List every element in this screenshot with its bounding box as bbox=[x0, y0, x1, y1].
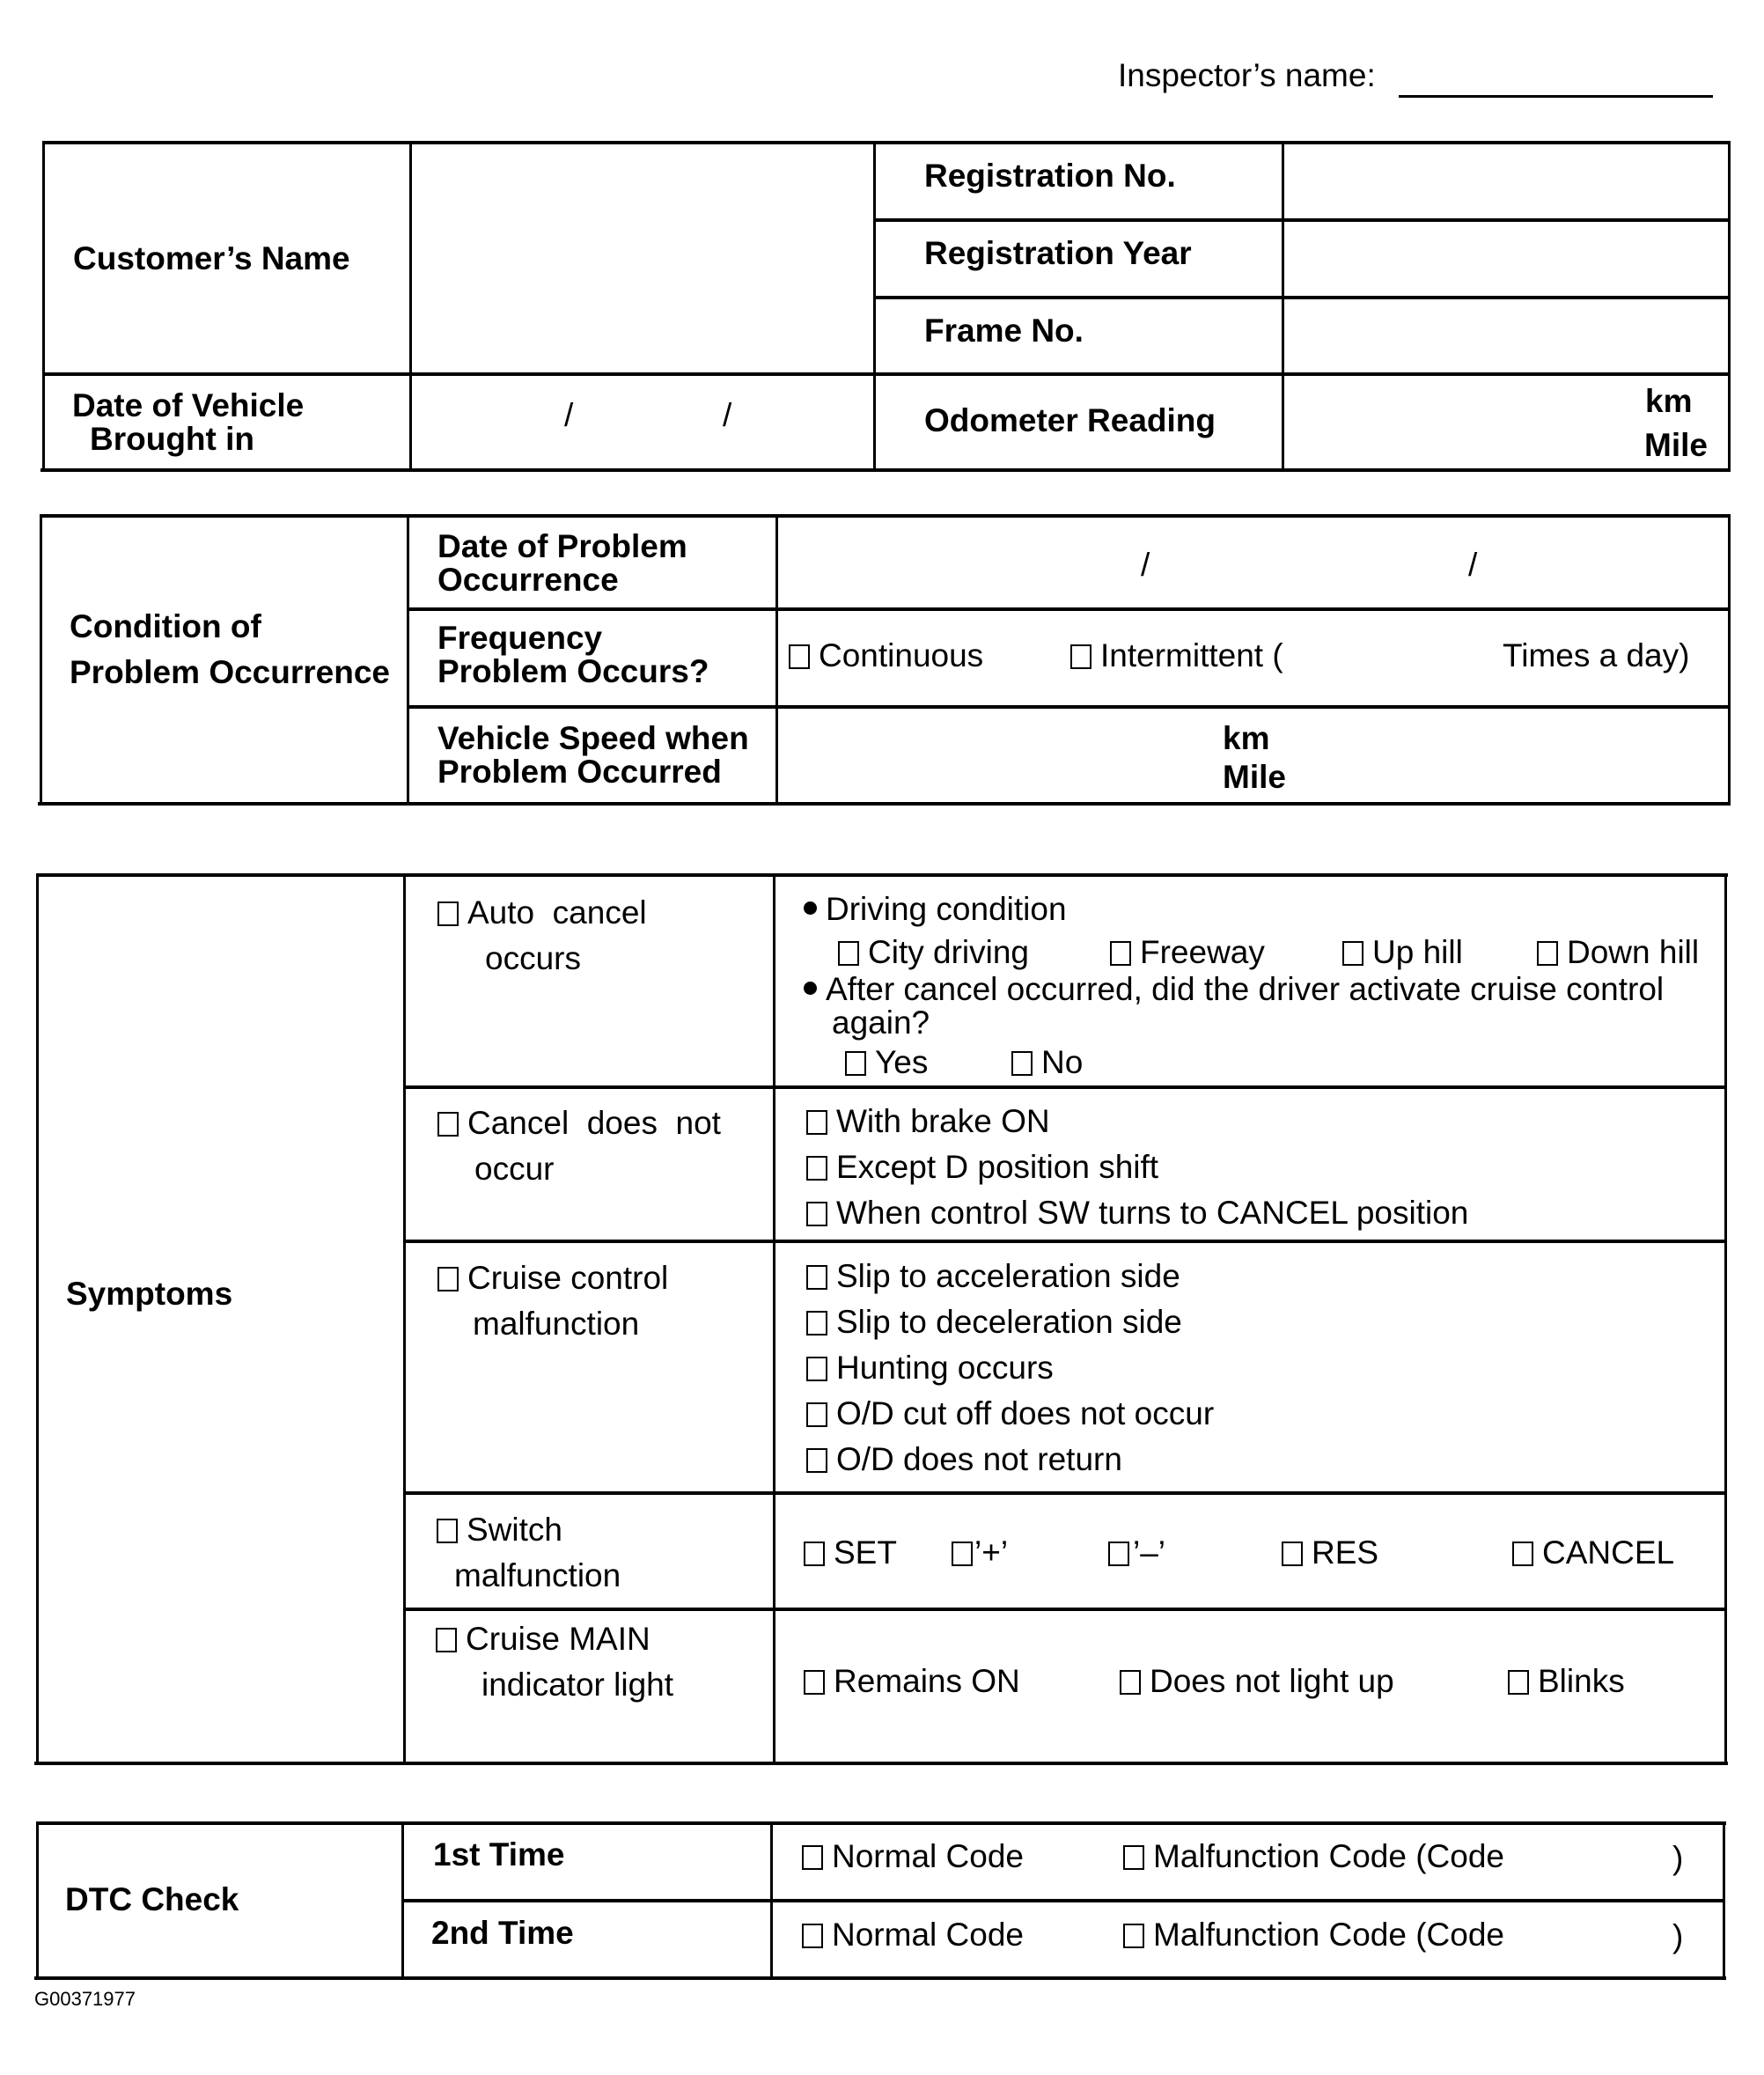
symptoms-section-label: Symptoms bbox=[66, 1276, 233, 1312]
checkbox-icon[interactable] bbox=[1108, 1542, 1129, 1566]
cancel-does-not-occur-option[interactable]: Cancel does not occur bbox=[437, 1100, 721, 1192]
checkbox-icon[interactable] bbox=[806, 1110, 827, 1135]
control-sw-cancel-option[interactable]: When control SW turns to CANCEL position bbox=[806, 1194, 1468, 1232]
res-option[interactable]: RES bbox=[1282, 1534, 1378, 1572]
checkbox-icon[interactable] bbox=[838, 941, 859, 966]
dtc-2nd-normal-code-option[interactable]: Normal Code bbox=[802, 1916, 1024, 1954]
no-option[interactable]: No bbox=[1011, 1043, 1083, 1082]
cruise-control-malfunction-option[interactable]: Cruise control malfunction bbox=[437, 1255, 668, 1347]
checkbox-icon[interactable] bbox=[437, 901, 459, 926]
vehicle-speed-field[interactable] bbox=[781, 710, 1724, 800]
dtc-2nd-time-label: 2nd Time bbox=[431, 1915, 574, 1951]
registration-year-label: Registration Year bbox=[924, 235, 1192, 271]
frequency-label: Frequency Problem Occurs? bbox=[437, 620, 709, 689]
slip-acceleration-option[interactable]: Slip to acceleration side bbox=[806, 1257, 1180, 1296]
date-of-problem-label: Date of Problem Occurrence bbox=[437, 528, 687, 598]
except-d-position-option[interactable]: Except D position shift bbox=[806, 1148, 1158, 1187]
set-option[interactable]: SET bbox=[804, 1534, 897, 1572]
date-of-problem-field[interactable] bbox=[781, 519, 1724, 606]
checkbox-icon[interactable] bbox=[802, 1924, 823, 1948]
checkbox-icon[interactable] bbox=[806, 1156, 827, 1181]
date-brought-in-label: Date of Vehicle Brought in bbox=[72, 387, 305, 457]
inspector-name-label: Inspector’s name: bbox=[1118, 57, 1376, 93]
checkbox-icon[interactable] bbox=[845, 1051, 866, 1076]
customer-name-label: Customer’s Name bbox=[73, 240, 350, 276]
bullet-icon bbox=[804, 982, 817, 995]
continuous-option[interactable]: Continuous bbox=[789, 636, 983, 675]
remains-on-option[interactable]: Remains ON bbox=[804, 1662, 1020, 1701]
odometer-reading-label: Odometer Reading bbox=[924, 402, 1216, 438]
checkbox-icon[interactable] bbox=[789, 644, 810, 669]
dtc-2nd-malfunction-code-option[interactable]: Malfunction Code (Code bbox=[1123, 1916, 1504, 1954]
registration-no-label: Registration No. bbox=[924, 158, 1176, 194]
checkbox-icon[interactable] bbox=[806, 1357, 827, 1381]
checkbox-icon[interactable] bbox=[1342, 941, 1363, 966]
hunting-occurs-option[interactable]: Hunting occurs bbox=[806, 1349, 1054, 1387]
dtc-1st-malfunction-code-option[interactable]: Malfunction Code (Code bbox=[1123, 1837, 1504, 1876]
reactivate-question: After cancel occurred, did the driver activate cruise control again? bbox=[804, 973, 1664, 1040]
checkbox-icon[interactable] bbox=[1011, 1051, 1033, 1076]
checkbox-icon[interactable] bbox=[436, 1628, 457, 1652]
freeway-option[interactable]: Freeway bbox=[1110, 933, 1265, 972]
unit-km: km bbox=[1645, 383, 1693, 419]
date-separator: / bbox=[564, 397, 574, 433]
figure-id: G00371977 bbox=[34, 1988, 136, 2010]
date-separator: / bbox=[723, 397, 732, 433]
od-does-not-return-option[interactable]: O/D does not return bbox=[806, 1440, 1122, 1479]
unit-km: km bbox=[1223, 720, 1270, 756]
condition-section-label: Condition of Problem Occurrence bbox=[70, 608, 390, 690]
checkbox-icon[interactable] bbox=[1508, 1670, 1529, 1695]
dtc-2nd-code-close: ) bbox=[1672, 1918, 1684, 1954]
cancel-switch-option[interactable]: CANCEL bbox=[1512, 1534, 1674, 1572]
inspector-name-field[interactable] bbox=[1399, 95, 1713, 98]
unit-mile: Mile bbox=[1644, 427, 1708, 463]
dtc-1st-normal-code-option[interactable]: Normal Code bbox=[802, 1837, 1024, 1876]
blinks-option[interactable]: Blinks bbox=[1508, 1662, 1625, 1701]
checkbox-icon[interactable] bbox=[804, 1670, 825, 1695]
registration-no-field[interactable] bbox=[1287, 146, 1725, 217]
registration-year-field[interactable] bbox=[1287, 224, 1725, 294]
does-not-light-up-option[interactable]: Does not light up bbox=[1120, 1662, 1394, 1701]
up-hill-option[interactable]: Up hill bbox=[1342, 933, 1463, 972]
down-hill-option[interactable]: Down hill bbox=[1537, 933, 1699, 972]
dtc-1st-code-close: ) bbox=[1672, 1840, 1684, 1876]
driving-condition-bullet: Driving condition bbox=[804, 890, 1067, 929]
switch-malfunction-option[interactable]: Switch malfunction bbox=[437, 1507, 621, 1599]
checkbox-icon[interactable] bbox=[806, 1448, 827, 1473]
frame-no-label: Frame No. bbox=[924, 313, 1084, 349]
checkbox-icon[interactable] bbox=[952, 1542, 973, 1566]
checkbox-icon[interactable] bbox=[1537, 941, 1558, 966]
checkbox-icon[interactable] bbox=[437, 1267, 459, 1291]
dtc-1st-time-label: 1st Time bbox=[433, 1836, 565, 1873]
checkbox-icon[interactable] bbox=[437, 1112, 459, 1137]
checkbox-icon[interactable] bbox=[1120, 1670, 1141, 1695]
with-brake-on-option[interactable]: With brake ON bbox=[806, 1102, 1050, 1141]
checkbox-icon[interactable] bbox=[802, 1845, 823, 1870]
customer-name-field[interactable] bbox=[414, 146, 870, 371]
checkbox-icon[interactable] bbox=[1123, 1924, 1144, 1948]
yes-option[interactable]: Yes bbox=[845, 1043, 928, 1082]
date-separator: / bbox=[1468, 547, 1478, 583]
date-separator: / bbox=[1141, 547, 1150, 583]
intermittent-option[interactable]: Intermittent ( bbox=[1070, 636, 1283, 675]
bullet-icon bbox=[804, 901, 817, 915]
times-a-day-label: Times a day) bbox=[1503, 637, 1690, 673]
checkbox-icon[interactable] bbox=[1123, 1845, 1144, 1870]
checkbox-icon[interactable] bbox=[806, 1402, 827, 1427]
checkbox-icon[interactable] bbox=[1070, 644, 1091, 669]
checkbox-icon[interactable] bbox=[1110, 941, 1131, 966]
dtc-check-label: DTC Check bbox=[65, 1881, 239, 1917]
slip-deceleration-option[interactable]: Slip to deceleration side bbox=[806, 1303, 1182, 1342]
checkbox-icon[interactable] bbox=[1512, 1542, 1533, 1566]
unit-mile: Mile bbox=[1223, 759, 1286, 795]
checkbox-icon[interactable] bbox=[804, 1542, 825, 1566]
checkbox-icon[interactable] bbox=[437, 1519, 458, 1543]
vehicle-speed-label: Vehicle Speed when Problem Occurred bbox=[437, 720, 749, 790]
minus-option[interactable]: ’–’ bbox=[1108, 1534, 1165, 1572]
city-driving-option[interactable]: City driving bbox=[838, 933, 1029, 972]
plus-option[interactable]: ’+’ bbox=[952, 1534, 1008, 1572]
date-brought-in-field[interactable] bbox=[414, 377, 870, 467]
odometer-reading-field[interactable] bbox=[1287, 377, 1725, 467]
checkbox-icon[interactable] bbox=[1282, 1542, 1303, 1566]
auto-cancel-occurs-option[interactable]: Auto cancel occurs bbox=[437, 890, 647, 982]
frame-no-field[interactable] bbox=[1287, 301, 1725, 372]
checkbox-icon[interactable] bbox=[806, 1265, 827, 1290]
checkbox-icon[interactable] bbox=[806, 1311, 827, 1336]
cruise-main-indicator-option[interactable]: Cruise MAIN indicator light bbox=[436, 1616, 673, 1708]
checkbox-icon[interactable] bbox=[806, 1202, 827, 1226]
od-cut-off-option[interactable]: O/D cut off does not occur bbox=[806, 1394, 1214, 1433]
